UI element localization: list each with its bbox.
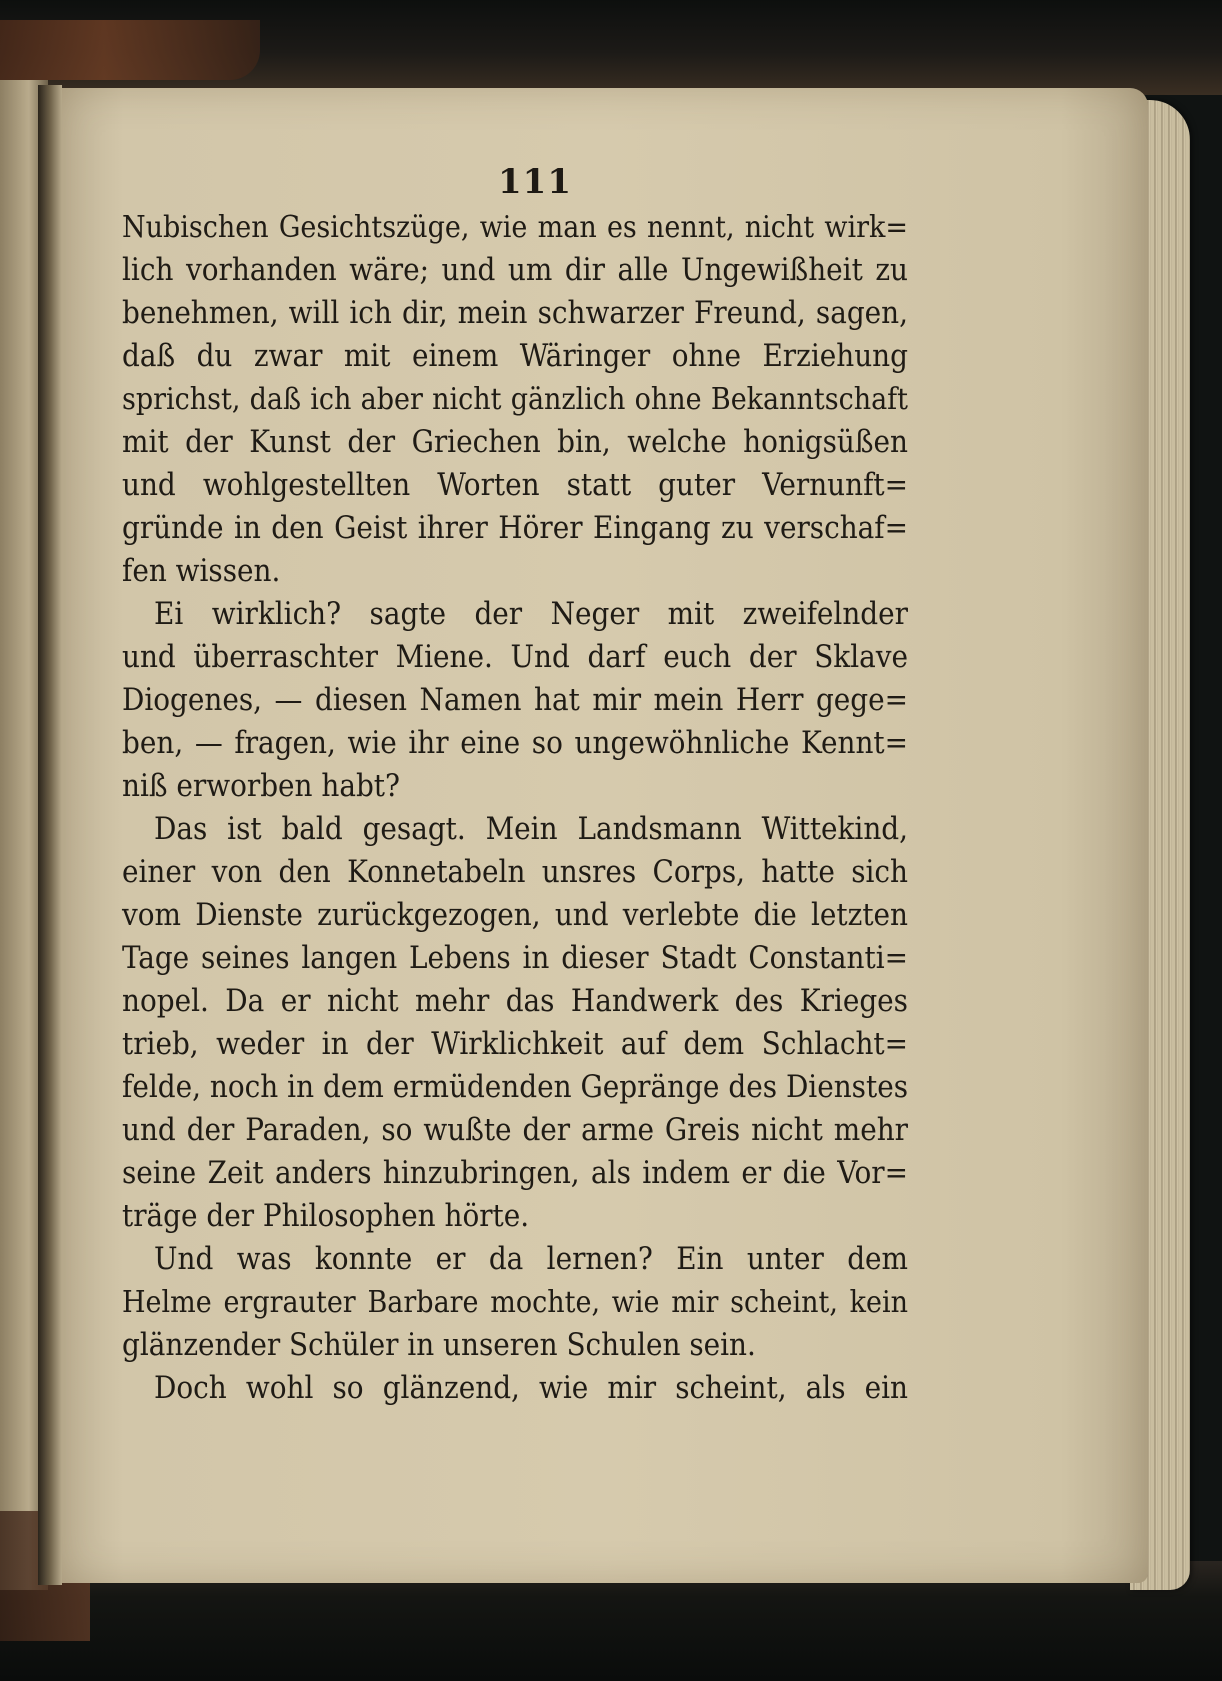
text-line: fen wissen.: [122, 553, 281, 589]
text-line: Und was konnte er da lernen? Ein unter dem: [154, 1241, 908, 1277]
text-line: lich vorhanden wäre; und um dir alle Ungewißheit zu: [122, 252, 908, 288]
book-gutter: [38, 85, 62, 1585]
text-line: niß erworben habt?: [122, 768, 400, 804]
text-line: einer von den Konnetabeln unsres Corps, hatte sich: [122, 854, 908, 890]
text-line: Das ist bald gesagt. Mein Landsmann Wittekind,: [154, 811, 908, 847]
text-line: trieb, weder in der Wirklichkeit auf dem Schlacht=: [122, 1026, 908, 1062]
text-line: Diogenes, — diesen Namen hat mir mein Herr gege=: [122, 682, 908, 718]
text-line: benehmen, will ich dir, mein schwarzer Freund, sagen,: [122, 295, 908, 331]
text-line: mit der Kunst der Griechen bin, welche honigsüßen: [122, 424, 908, 460]
text-line: Ei wirklich? sagte der Neger mit zweifelnder: [154, 596, 908, 632]
page-text: [122, 206, 908, 1410]
text-line: Doch wohl so glänzend, wie mir scheint, als ein: [154, 1370, 908, 1406]
text-line: und wohlgestellten Worten statt guter Vernunft=: [122, 467, 908, 503]
text-line: vom Dienste zurückgezogen, und verlebte die letzten: [122, 897, 908, 933]
text-line: Helme ergrauter Barbare mochte, wie mir scheint, kein: [122, 1285, 908, 1320]
text-line: felde, noch in dem ermüdenden Gepränge des Dienstes: [122, 1069, 908, 1105]
text-line: Tage seines langen Lebens in dieser Stadt Constanti=: [122, 940, 908, 976]
text-line: und der Paraden, so wußte der arme Greis nicht mehr: [122, 1112, 908, 1148]
text-line: glänzender Schüler in unseren Schulen sein.: [122, 1327, 756, 1363]
leather-spine-top: [0, 20, 260, 80]
text-line: und überraschter Miene. Und darf euch der Sklave: [122, 639, 908, 675]
page-number: 111: [498, 162, 572, 202]
text-line: daß du zwar mit einem Wäringer ohne Erziehung: [122, 338, 908, 374]
text-line: seine Zeit anders hinzubringen, als indem er die Vor=: [122, 1155, 908, 1191]
text-line: ben, — fragen, wie ihr eine so ungewöhnliche Kennt=: [122, 725, 908, 761]
text-line: träge der Philosophen hörte.: [122, 1198, 530, 1234]
text-line: Nubischen Gesichtszüge, wie man es nennt, nicht wirk=: [122, 210, 908, 245]
text-line: sprichst, daß ich aber nicht gänzlich ohne Bekanntschaft: [122, 382, 908, 417]
text-line: gründe in den Geist ihrer Hörer Eingang zu verschaf=: [122, 510, 908, 546]
text-line: nopel. Da er nicht mehr das Handwerk des Krieges: [122, 983, 908, 1019]
